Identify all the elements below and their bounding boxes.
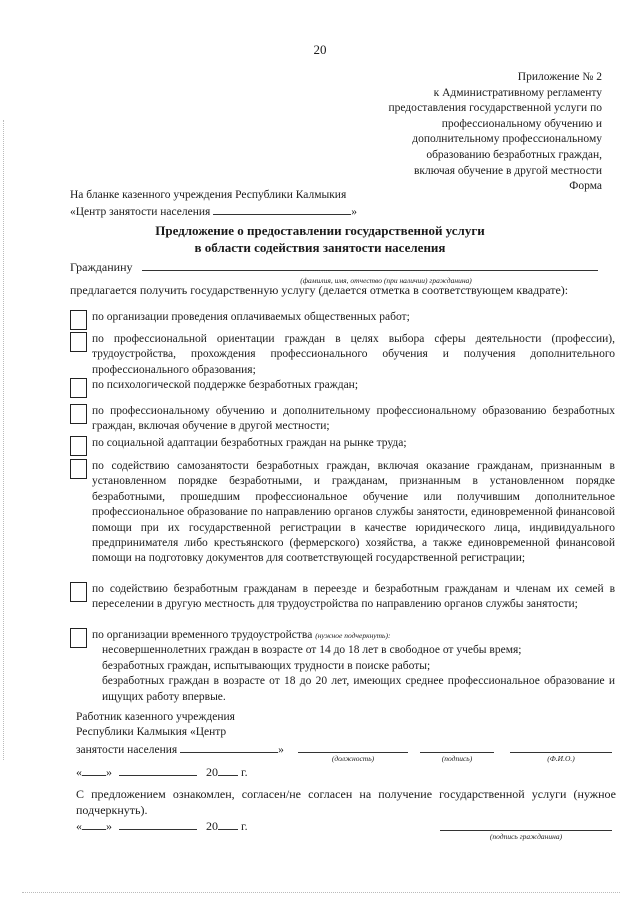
date-quote-open: « [76, 819, 82, 833]
appendix-line: к Административному регламенту [433, 86, 602, 99]
quote-close: » [351, 206, 357, 218]
letterhead-note [70, 188, 357, 220]
temp-suboption[interactable]: несовершеннолетних граждан в возрасте от 14 до 18 лет в свободное от учебы время; [102, 644, 522, 657]
appendix-line: Приложение № 2 [517, 71, 602, 83]
year-prefix: 20 [206, 765, 218, 779]
option-checkbox[interactable] [70, 310, 87, 330]
date-quote-close: » [106, 819, 112, 833]
scan-bottom-mark [22, 892, 620, 893]
acknowledgement-text: С предложением ознакомлен, согласен/не согласен на получение государственной услуги (нужное подчеркнуть). [76, 787, 616, 817]
option-label: по организации проведения оплачиваемых общественных работ; [92, 311, 410, 323]
date-row-2 [76, 818, 248, 834]
service-option [70, 459, 615, 567]
citizen-row [70, 260, 616, 285]
quote-close: » [278, 743, 284, 756]
citizen-name-field[interactable] [142, 260, 598, 271]
citizen-label: Гражданину [70, 260, 133, 274]
worker-line: Республики Калмыкия «Центр [76, 726, 227, 739]
appendix-line: образованию безработных граждан, [426, 148, 602, 161]
temp-suboption[interactable]: безработных граждан в возрасте от 18 до 20 лет, имеющих среднее профессиональное образование и ищущих работу впервые. [102, 675, 615, 703]
center-name-field-2[interactable] [180, 741, 278, 753]
citizen-caption: (фамилия, имя, отчество (при наличии) гражданина) [300, 276, 472, 285]
letterhead-line [70, 203, 357, 220]
year-suffix: г. [241, 819, 248, 833]
option-label: по содействию безработным гражданам в переезде и безработным гражданам и членам их семей в переселении в другую местность для трудоустройства по направлению органов службы занятости; [92, 583, 615, 611]
option-checkbox[interactable] [70, 436, 87, 456]
page-number: 20 [313, 42, 327, 57]
service-option [70, 404, 615, 435]
fio-caption: (Ф.И.О.) [547, 754, 575, 763]
scan-margin-mark [3, 120, 5, 760]
service-option [70, 436, 615, 451]
appendix-header [302, 70, 602, 195]
option-label: по психологической поддержке безработных граждан; [92, 379, 359, 391]
citizen-signature-field[interactable] [440, 830, 612, 831]
option-label: по социальной адаптации безработных граждан на рынке труда; [92, 437, 407, 449]
offer-text: предлагается получить государственную услугу (делается отметка в соответствующем квадрате): [70, 283, 569, 297]
year-prefix: 20 [206, 819, 218, 833]
appendix-line: профессиональному обучению и [441, 117, 602, 130]
option-checkbox[interactable] [70, 582, 87, 602]
signature-caption: (подпись) [441, 754, 473, 763]
option-label: по профессиональному обучению и дополнительному профессиональному образованию безработных граждан, включая обучение в другой местности; [92, 405, 615, 433]
worker-line [76, 741, 284, 758]
option-label: по профессиональной ориентации граждан в целях выбора сферы деятельности (профессии), трудоустройства, прохождения профессионального обучения и получения дополнительного профессионального образования; [92, 333, 615, 376]
option-label [92, 628, 615, 705]
appendix-line: Форма [569, 180, 602, 193]
letterhead-line: На бланке казенного учреждения Республики Калмыкия [70, 189, 347, 201]
title-line: Предложение о предоставлении государственной услуги [155, 223, 485, 238]
month-field[interactable] [119, 764, 197, 776]
appendix-line: дополнительному профессиональному [412, 133, 602, 146]
option-checkbox[interactable] [70, 628, 87, 648]
option-label: по содействию самозанятости безработных граждан, включая оказание гражданам, признанным в установленном порядке безработными, и гражданам, признанным в установленном порядке безработными, прошедшим профессиональное обучение или получившим дополнительное профессиональное образование по направлению органов службы занятости, единовременной финансовой помощи при их государственной регистрации в качестве юридического лица, индивидуального предпринимателя либо крестьянского (фермерского) хозяйства, а также единовременной финансовой помощи на подготовку документов для соответствующей государственной регистрации; [92, 460, 615, 565]
service-option [70, 310, 615, 325]
worker-block [76, 710, 284, 758]
year-field[interactable] [218, 818, 238, 830]
option-checkbox[interactable] [70, 332, 87, 352]
fio-field[interactable] [510, 752, 612, 753]
service-option [70, 332, 615, 378]
temp-note: (нужное подчеркнуть): [315, 631, 391, 640]
date-row [76, 764, 248, 780]
temp-suboption[interactable]: безработных граждан, испытывающих трудности в поиске работы; [102, 659, 431, 672]
worker-line-text: занятости населения [76, 743, 178, 756]
option-checkbox[interactable] [70, 459, 87, 479]
date-quote-close: » [106, 765, 112, 779]
year-field[interactable] [218, 764, 238, 776]
worker-line: Работник казенного учреждения [76, 711, 235, 723]
citizen-signature-caption: (подпись гражданина) [489, 832, 563, 841]
date-quote-open: « [76, 765, 82, 779]
signature-field[interactable] [420, 752, 494, 753]
title-line: в области содействия занятости населения [194, 240, 446, 255]
appendix-line: предоставления государственной услуги по [388, 102, 602, 115]
center-name-label: «Центр занятости населения [70, 206, 211, 218]
year-suffix: г. [241, 765, 248, 779]
center-name-field[interactable] [213, 203, 351, 215]
position-field[interactable] [298, 752, 408, 753]
service-option [70, 378, 615, 393]
temp-main-label: по организации временного трудоустройства [92, 629, 313, 641]
position-caption: (должность) [331, 754, 375, 763]
appendix-line: включая обучение в другой местности [413, 164, 602, 177]
day-field[interactable] [82, 818, 106, 830]
document-title [0, 222, 640, 256]
month-field[interactable] [119, 818, 197, 830]
service-option-temporary [70, 628, 615, 705]
day-field[interactable] [82, 764, 106, 776]
service-option [70, 582, 615, 613]
option-checkbox[interactable] [70, 378, 87, 398]
option-checkbox[interactable] [70, 404, 87, 424]
